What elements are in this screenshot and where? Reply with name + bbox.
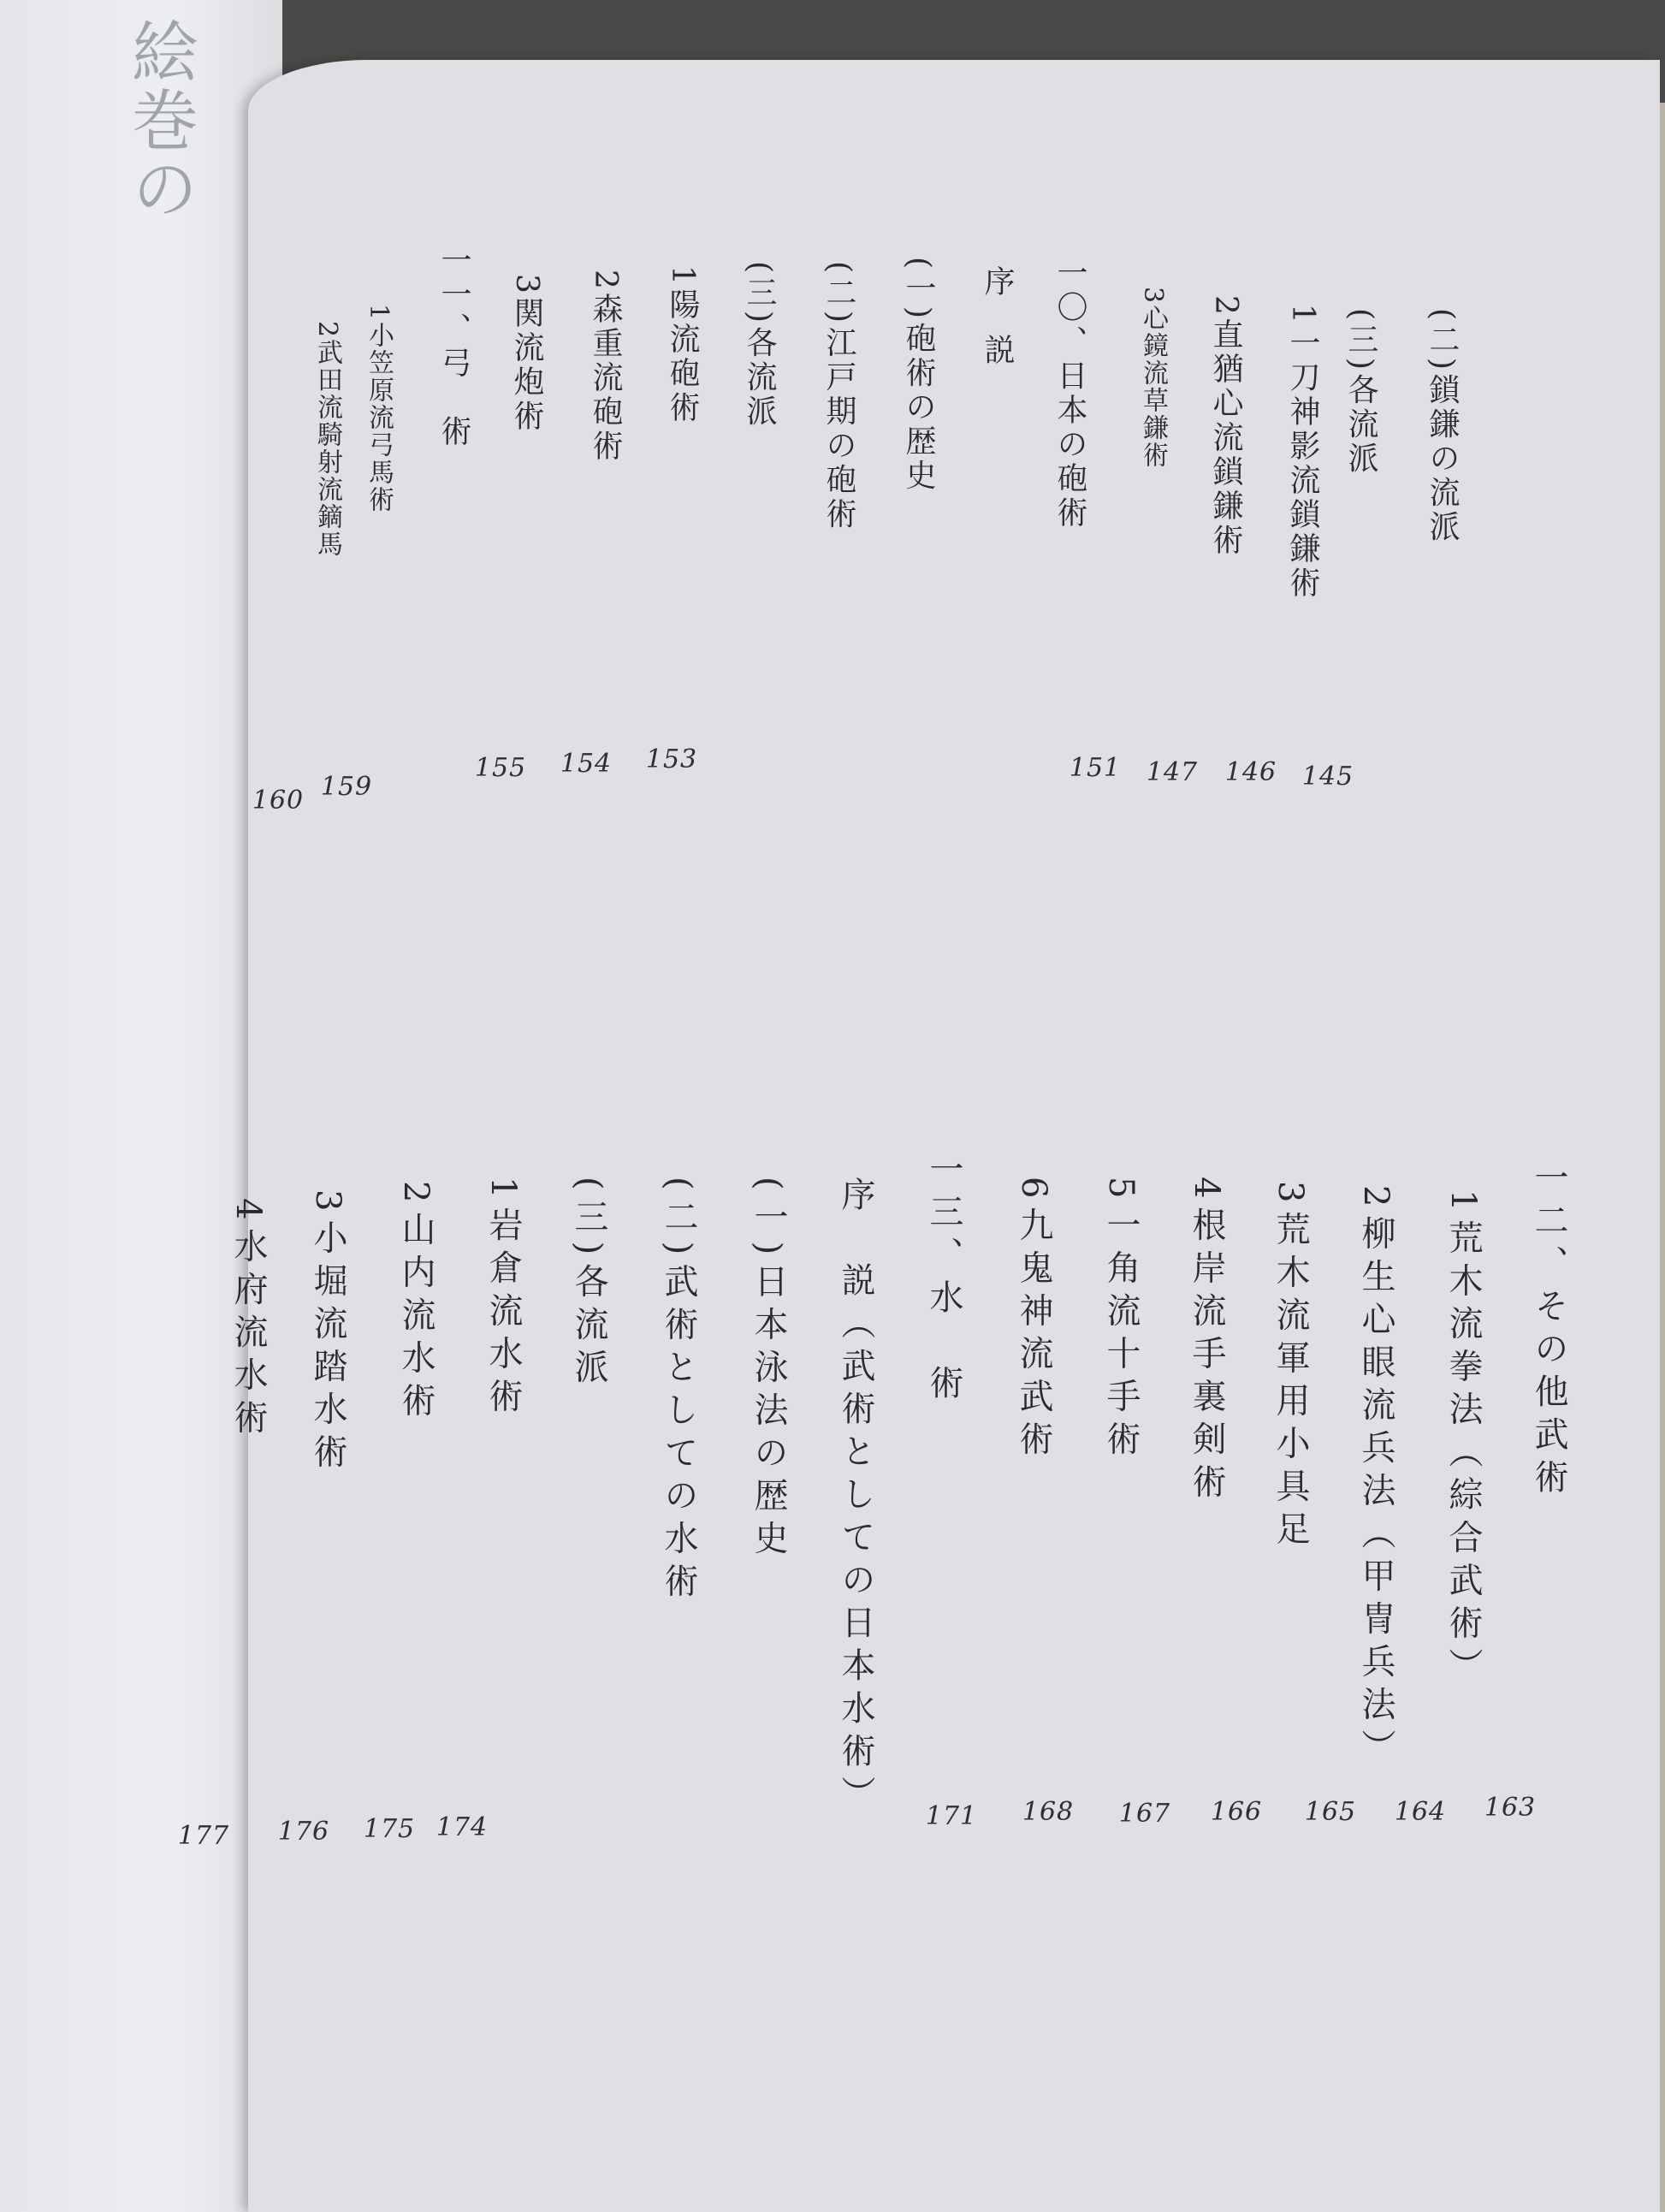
toc-entry: 2森重流砲術 [588,270,623,464]
toc-entry: 3関流炮術 [509,274,544,434]
page-number: 168 [1022,1797,1075,1827]
toc-entry: 5一角流十手術 [1101,1177,1141,1464]
toc-entry: 3小堀流踏水術 [308,1189,347,1477]
toc-section-heading: 一一、弓 術 [436,244,471,449]
page-number: 147 [1146,757,1199,787]
toc-entry: (二)江戸期の砲術 [821,261,856,532]
page-number: 167 [1118,1799,1171,1829]
toc-entry: 序 説（武術としての日本水術） [836,1177,875,1818]
toc-entry: 3心鏡流草鎌術 [1138,287,1168,470]
toc-section-heading: 一二、その他武術 [1529,1159,1568,1502]
page-number: 165 [1304,1797,1357,1827]
toc-entry: 2直猶心流鎖鎌術 [1208,295,1243,558]
toc-entry: (三)各流派 [1343,308,1378,477]
page-number: 175 [363,1814,416,1844]
page-number: 145 [1301,762,1354,792]
toc-entry: (三)各流派 [569,1177,608,1392]
toc-entry: 3荒木流軍用小具足 [1271,1181,1310,1554]
page-number: 163 [1484,1793,1537,1823]
toc-entry: 1小笠原流弓馬術 [364,304,394,514]
page-number: 146 [1224,757,1277,787]
toc-section-heading: 一三、水 術 [924,1151,963,1408]
toc-entry: (二)鎖鎌の流派 [1425,308,1460,545]
toc-entry: 4水府流水術 [228,1198,268,1443]
page-number: 155 [474,753,527,783]
facing-page [0,0,282,2212]
toc-entry: (一)砲術の歴史 [901,257,936,494]
toc-entry: 1一刀神影流鎖鎌術 [1285,304,1320,601]
toc-entry: (三)各流派 [742,261,777,430]
page-number: 166 [1210,1797,1263,1827]
page-number: 154 [560,749,613,779]
page-number: 174 [436,1812,489,1842]
toc-entry: 2武田流騎射流鏑馬 [312,321,342,559]
toc-entry: 序 説 [980,265,1015,368]
toc-entry: (一)日本泳法の歴史 [749,1177,788,1563]
toc-entry: 1岩倉流水術 [483,1177,523,1421]
page-number: 153 [645,744,698,774]
page-number: 171 [925,1801,978,1831]
toc-entry: 6九鬼神流武術 [1014,1177,1053,1464]
toc-entry: (二)武術としての水術 [659,1177,698,1606]
page-number: 159 [320,772,373,802]
page-number: 176 [277,1817,330,1847]
toc-section-heading: 一〇、日本の砲術 [1052,257,1087,531]
toc-entry: 2山内流水術 [396,1181,436,1426]
page-number: 164 [1394,1797,1447,1827]
page-number: 160 [252,786,305,815]
toc-entry: 4根岸流手裏剣術 [1187,1177,1226,1507]
toc-entry: 2柳生心眼流兵法（甲冑兵法） [1356,1185,1395,1772]
toc-entry: 1陽流砲術 [665,265,700,425]
facing-page-text: 絵巻の [121,17,198,222]
toc-entry: 1荒木流拳法（綜合武術） [1443,1189,1483,1691]
page-number: 151 [1069,753,1122,783]
page-number: 177 [177,1821,230,1851]
